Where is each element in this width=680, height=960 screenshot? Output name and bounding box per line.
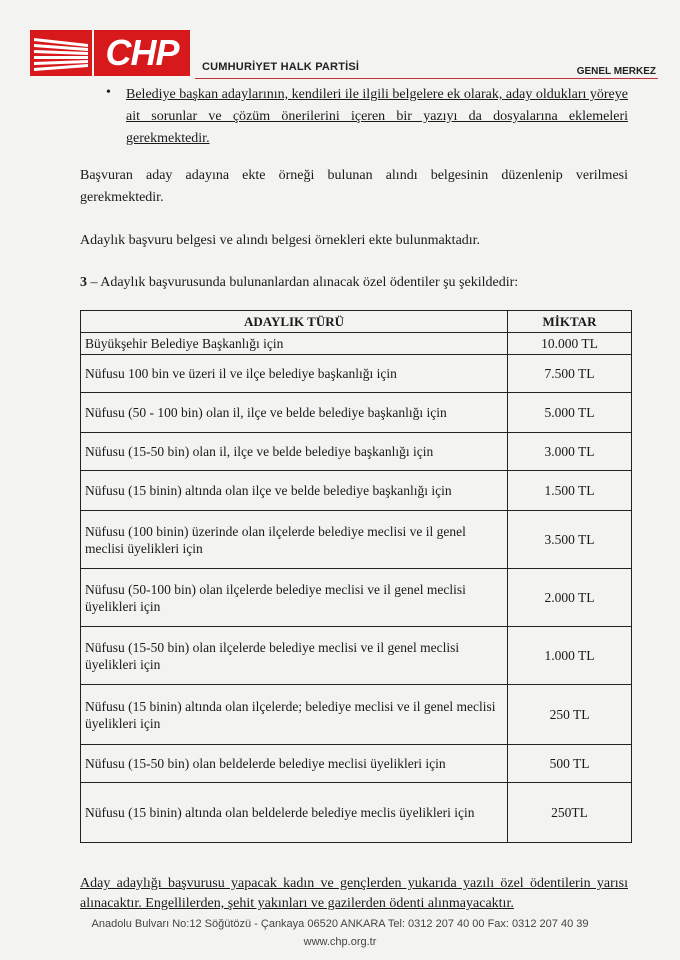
row-amount: 10.000 TL — [508, 333, 632, 355]
row-amount: 7.500 TL — [508, 355, 632, 393]
row-type: Nüfusu (15 binin) altında olan ilçe ve belde belediye başkanlığı için — [81, 471, 508, 511]
table-row — [81, 685, 632, 745]
row-type: Nüfusu 100 bin ve üzeri il ve ilçe belediye başkanlığı için — [81, 355, 508, 393]
table-header-row — [81, 311, 632, 333]
table-row — [81, 627, 632, 685]
chp-logo — [30, 30, 190, 76]
footer-note: Aday adaylığı başvurusu yapacak kadın ve gençlerden yukarıda yazılı özel ödentilerin yarısı alınacaktır. Engellilerden, şehit yakınları ve gazilerden ödenti alınmayacaktır. — [80, 876, 628, 911]
row-type: Büyükşehir Belediye Başkanlığı için — [81, 333, 508, 355]
header-divider — [195, 78, 658, 79]
row-type: Nüfusu (15 binin) altında olan beldelerde belediye meclis üyelikleri için — [81, 783, 508, 843]
paragraph-receipt: Başvuran aday adayına ekte örneği bulunan alındı belgesinin düzenlenip verilmesi gerekmektedir. — [80, 168, 628, 205]
department-label: GENEL MERKEZ — [576, 66, 656, 77]
table-row — [81, 433, 632, 471]
section-text: – Adaylık başvurusunda bulunanlardan alınacak özel ödentiler şu şekildedir: — [87, 275, 519, 290]
bullet-item — [80, 84, 628, 150]
row-amount: 1.000 TL — [508, 627, 632, 685]
row-type: Nüfusu (15-50 bin) olan beldelerde belediye meclisi üyelikleri için — [81, 745, 508, 783]
fees-table — [80, 310, 632, 843]
table-row — [81, 471, 632, 511]
row-amount: 5.000 TL — [508, 393, 632, 433]
row-amount: 2.000 TL — [508, 569, 632, 627]
row-type: Nüfusu (15-50 bin) olan ilçelerde belediye meclisi ve il genel meclisi üyelikleri için — [81, 627, 508, 685]
row-type: Nüfusu (15-50 bin) olan il, ilçe ve belde belediye başkanlığı için — [81, 433, 508, 471]
address-line: Anadolu Bulvarı No:12 Söğütözü - Çankaya 06520 ANKARA Tel: 0312 207 40 00 Fax: 0312 207 40 39 — [91, 918, 589, 930]
section-heading — [80, 272, 628, 294]
row-type: Nüfusu (15 binin) altında olan ilçelerde; belediye meclisi ve il genel meclisi üyelikleri için — [81, 685, 508, 745]
logo-wordmark: CHP — [94, 30, 190, 76]
row-type: Nüfusu (50-100 bin) olan ilçelerde belediye meclisi ve il genel meclisi üyelikleri için — [81, 569, 508, 627]
column-header-type: ADAYLIK TÜRÜ — [81, 311, 508, 333]
row-type: Nüfusu (50 - 100 bin) olan il, ilçe ve belde belediye başkanlığı için — [81, 393, 508, 433]
column-header-amount: MİKTAR — [508, 311, 632, 333]
paragraph-samples: Adaylık başvuru belgesi ve alındı belgesi örnekleri ekte bulunmaktadır. — [80, 233, 481, 248]
row-amount: 3.000 TL — [508, 433, 632, 471]
table-row — [81, 569, 632, 627]
table-row — [81, 355, 632, 393]
bullet-text: Belediye başkan adaylarının, kendileri ile ilgili belgelere ek olarak, aday oldukları yöreye ait sorunlar ve çözüm önerilerini içeren bir yazıyı da dosyalarına eklemeleri gerekmektedir. — [126, 87, 628, 146]
table-row — [81, 745, 632, 783]
row-amount: 3.500 TL — [508, 511, 632, 569]
table-row — [81, 783, 632, 843]
bullet-icon: • — [106, 85, 111, 100]
table-row — [81, 511, 632, 569]
row-amount: 1.500 TL — [508, 471, 632, 511]
row-amount: 250TL — [508, 783, 632, 843]
row-amount: 500 TL — [508, 745, 632, 783]
section-number: 3 — [80, 275, 87, 290]
six-arrows-flag-icon — [30, 30, 92, 76]
table-row — [81, 393, 632, 433]
website-link[interactable]: www.chp.org.tr — [303, 936, 377, 948]
table-row — [81, 333, 632, 355]
row-amount: 250 TL — [508, 685, 632, 745]
party-name: CUMHURİYET HALK PARTİSİ — [202, 61, 360, 73]
row-type: Nüfusu (100 binin) üzerinde olan ilçelerde belediye meclisi ve il genel meclisi üyelikleri için — [81, 511, 508, 569]
